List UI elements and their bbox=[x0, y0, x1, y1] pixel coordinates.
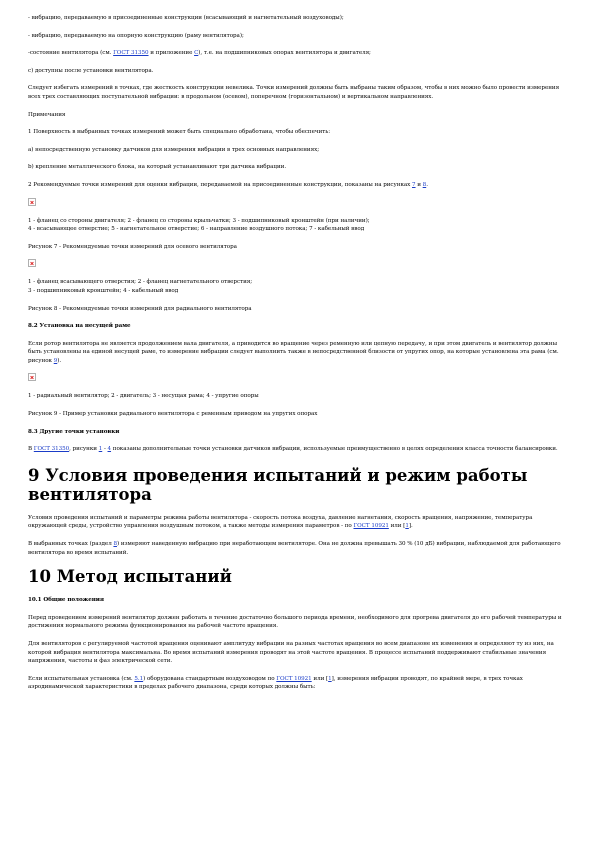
figure-4-link[interactable]: 4 bbox=[107, 446, 112, 453]
broken-image-icon bbox=[28, 198, 36, 206]
reference-1-link[interactable]: 1 bbox=[328, 675, 332, 682]
broken-image-icon bbox=[28, 373, 36, 381]
notes-heading: Примечания bbox=[28, 111, 66, 118]
figure-7-caption: Рисунок 7 - Рекомендуемые точки измерений для осевого вентилятора bbox=[28, 243, 237, 250]
figure-7-link[interactable]: 7 bbox=[412, 181, 416, 188]
appendix-c-link[interactable]: С bbox=[194, 50, 199, 57]
paragraph: Следует избегать измерений в точках, где жесткость конструкции невелика. Точки измерений должны быть выбраны таким образом, чтобы в них можно было провести измерения всех трех составляющих поступательной вибрации: в продольном (осевом), поперечном (горизонтальном) и вертикальном направлениях. bbox=[28, 85, 560, 100]
paragraph: Условия проведения испытаний и параметры режима работы вентилятора - скорость потока воздуха, давление нагнетания, скорость вращения, напряжение, температура окружающей среды, устройство управления воздушным потоком, а также методы измерения параметров - по ГОСТ 10921 или [1]. bbox=[28, 514, 533, 530]
note-2: 2 Рекомендуемые точки измерений для оценки вибрации, передаваемой на присоединенные конструкции, показаны на рисунках 7 и 8. bbox=[28, 181, 428, 188]
paragraph: Перед проведением измерений вентилятор должен работать в течение достаточно большого периода времени, необходимого для прогрева двигателя до его рабочей температуры и достижения нормального режима функционирования на рабочей частоте вращения. bbox=[28, 614, 562, 630]
section-9-heading: 9 Условия проведения испытаний и режим работы вентилятора bbox=[28, 465, 528, 504]
paragraph: Если ротор вентилятора не является продолжением вала двигателя, а приводится во вращение через ременную или цепную передачу, и при этом двигатель и вентилятор должны быть установлены на единой несущей раме, то измерение вибрации следует выполнить также в непосредственной близости от упругих опор, на которые установлена эта рама (см. рисунок 9). bbox=[28, 340, 559, 364]
paragraph: В ГОСТ 31350, рисунки 1 - 4 показаны дополнительные точки установки датчиков вибрации, используемые преимущественно в целях определения класса точности балансировки. bbox=[28, 446, 558, 453]
paragraph: Если испытательная установка (см. 5.1) оборудована стандартным воздуховодом по ГОСТ 10921 или [1], измерения вибрации проводят, по крайней мере, в трех точках аэродинамической характеристики в пределах рабочего диапазона, среди которых должны быть: bbox=[28, 675, 523, 691]
paragraph: В выбранных точках (раздел 8) измеряют наведенную вибрацию при неработающем вентиляторе. Она не должна превышать 30 % (10 дБ) вибрации, наблюдаемой для работающего вентилятора во время испытаний. bbox=[28, 541, 561, 556]
section-10-1-heading: 10.1 Общие положения bbox=[28, 597, 104, 604]
figure-9-link[interactable]: 9 bbox=[53, 357, 58, 364]
list-item: с) доступны после установки вентилятора. bbox=[28, 67, 154, 74]
reference-1-link[interactable]: 1 bbox=[405, 523, 409, 530]
gost-31350-link[interactable]: ГОСТ 31350 bbox=[113, 50, 149, 57]
note-1b: b) крепление металлического блока, на который устанавливают три датчика вибрации. bbox=[28, 164, 287, 171]
paragraph: Для вентиляторов с регулируемой частотой вращения оценивают амплитуду вибрации на разных частотах вращения во всем диапазоне их изменения и определяют ту из них, на которой вибрация вентилятора максимальна. Во время испытаний измерения проводят на этой частоте вращения. В процессе испытаний поддерживают стабильные значения напряжения, частоты и фаз электрической сети. bbox=[28, 641, 554, 665]
figure-7-legend: 1 - фланец со стороны двигателя; 2 - фланец со стороны крыльчатки; 3 - подшипниковый кронштейн (при наличии); bbox=[28, 217, 370, 224]
figure-7-legend: 4 - всасывающее отверстие; 5 - нагнетательное отверстие; 6 - направление воздушного потока; 7 - кабельный ввод bbox=[28, 226, 365, 233]
figure-1-link[interactable]: 1 bbox=[98, 446, 103, 453]
section-8-2-heading: 8.2 Установка на несущей раме bbox=[28, 323, 131, 330]
figure-9-legend: 1 - радиальный вентилятор; 2 - двигатель; 3 - несущая рама; 4 - упругие опоры bbox=[28, 393, 259, 400]
figure-8-caption: Рисунок 8 - Рекомендуемые точки измерений для радиального вентилятора bbox=[28, 305, 252, 312]
list-item: -состояние вентилятора (см. ГОСТ 31350 и приложение С), т.е. на подшипниковых опорах вентилятора и двигателя; bbox=[28, 50, 371, 57]
note-1: 1 Поверхность в выбранных точках измерений может быть специально обработана, чтобы обеспечить: bbox=[28, 129, 331, 136]
figure-8-legend: 1 - фланец всасывающего отверстия; 2 - фланец нагнетательного отверстия; bbox=[28, 279, 253, 286]
gost-10921-link[interactable]: ГОСТ 10921 bbox=[276, 675, 312, 682]
list-item: - вибрацию, передаваемую на опорную конструкцию (раму вентилятора); bbox=[28, 32, 244, 39]
section-5-1-link[interactable]: 5.1 bbox=[134, 675, 144, 682]
figure-8-image bbox=[28, 259, 567, 269]
gost-31350-link[interactable]: ГОСТ 31350 bbox=[33, 446, 70, 453]
section-8-3-heading: 8.3 Другие точки установки bbox=[28, 428, 120, 435]
section-8-link[interactable]: 8 bbox=[113, 541, 117, 548]
figure-7-image bbox=[28, 198, 567, 208]
figure-8-legend: 3 - подшипниковый кронштейн; 4 - кабельный ввод bbox=[28, 287, 179, 294]
list-item: - вибрацию, передаваемую в присоединенные конструкции (всасывающий и нагнетательный воздуховоды); bbox=[28, 15, 344, 21]
note-1a: а) непосредственную установку датчиков для измерения вибрации в трех основных направлениях; bbox=[28, 146, 320, 153]
gost-10921-link[interactable]: ГОСТ 10921 bbox=[353, 523, 389, 530]
figure-9-image bbox=[28, 373, 567, 383]
broken-image-icon bbox=[28, 259, 36, 267]
figure-8-link[interactable]: 8 bbox=[422, 181, 427, 188]
section-10-heading: 10 Метод испытаний bbox=[28, 567, 232, 587]
figure-9-caption: Рисунок 9 - Пример установки радиального вентилятора с ременным приводом на упругих опорах bbox=[28, 411, 318, 418]
